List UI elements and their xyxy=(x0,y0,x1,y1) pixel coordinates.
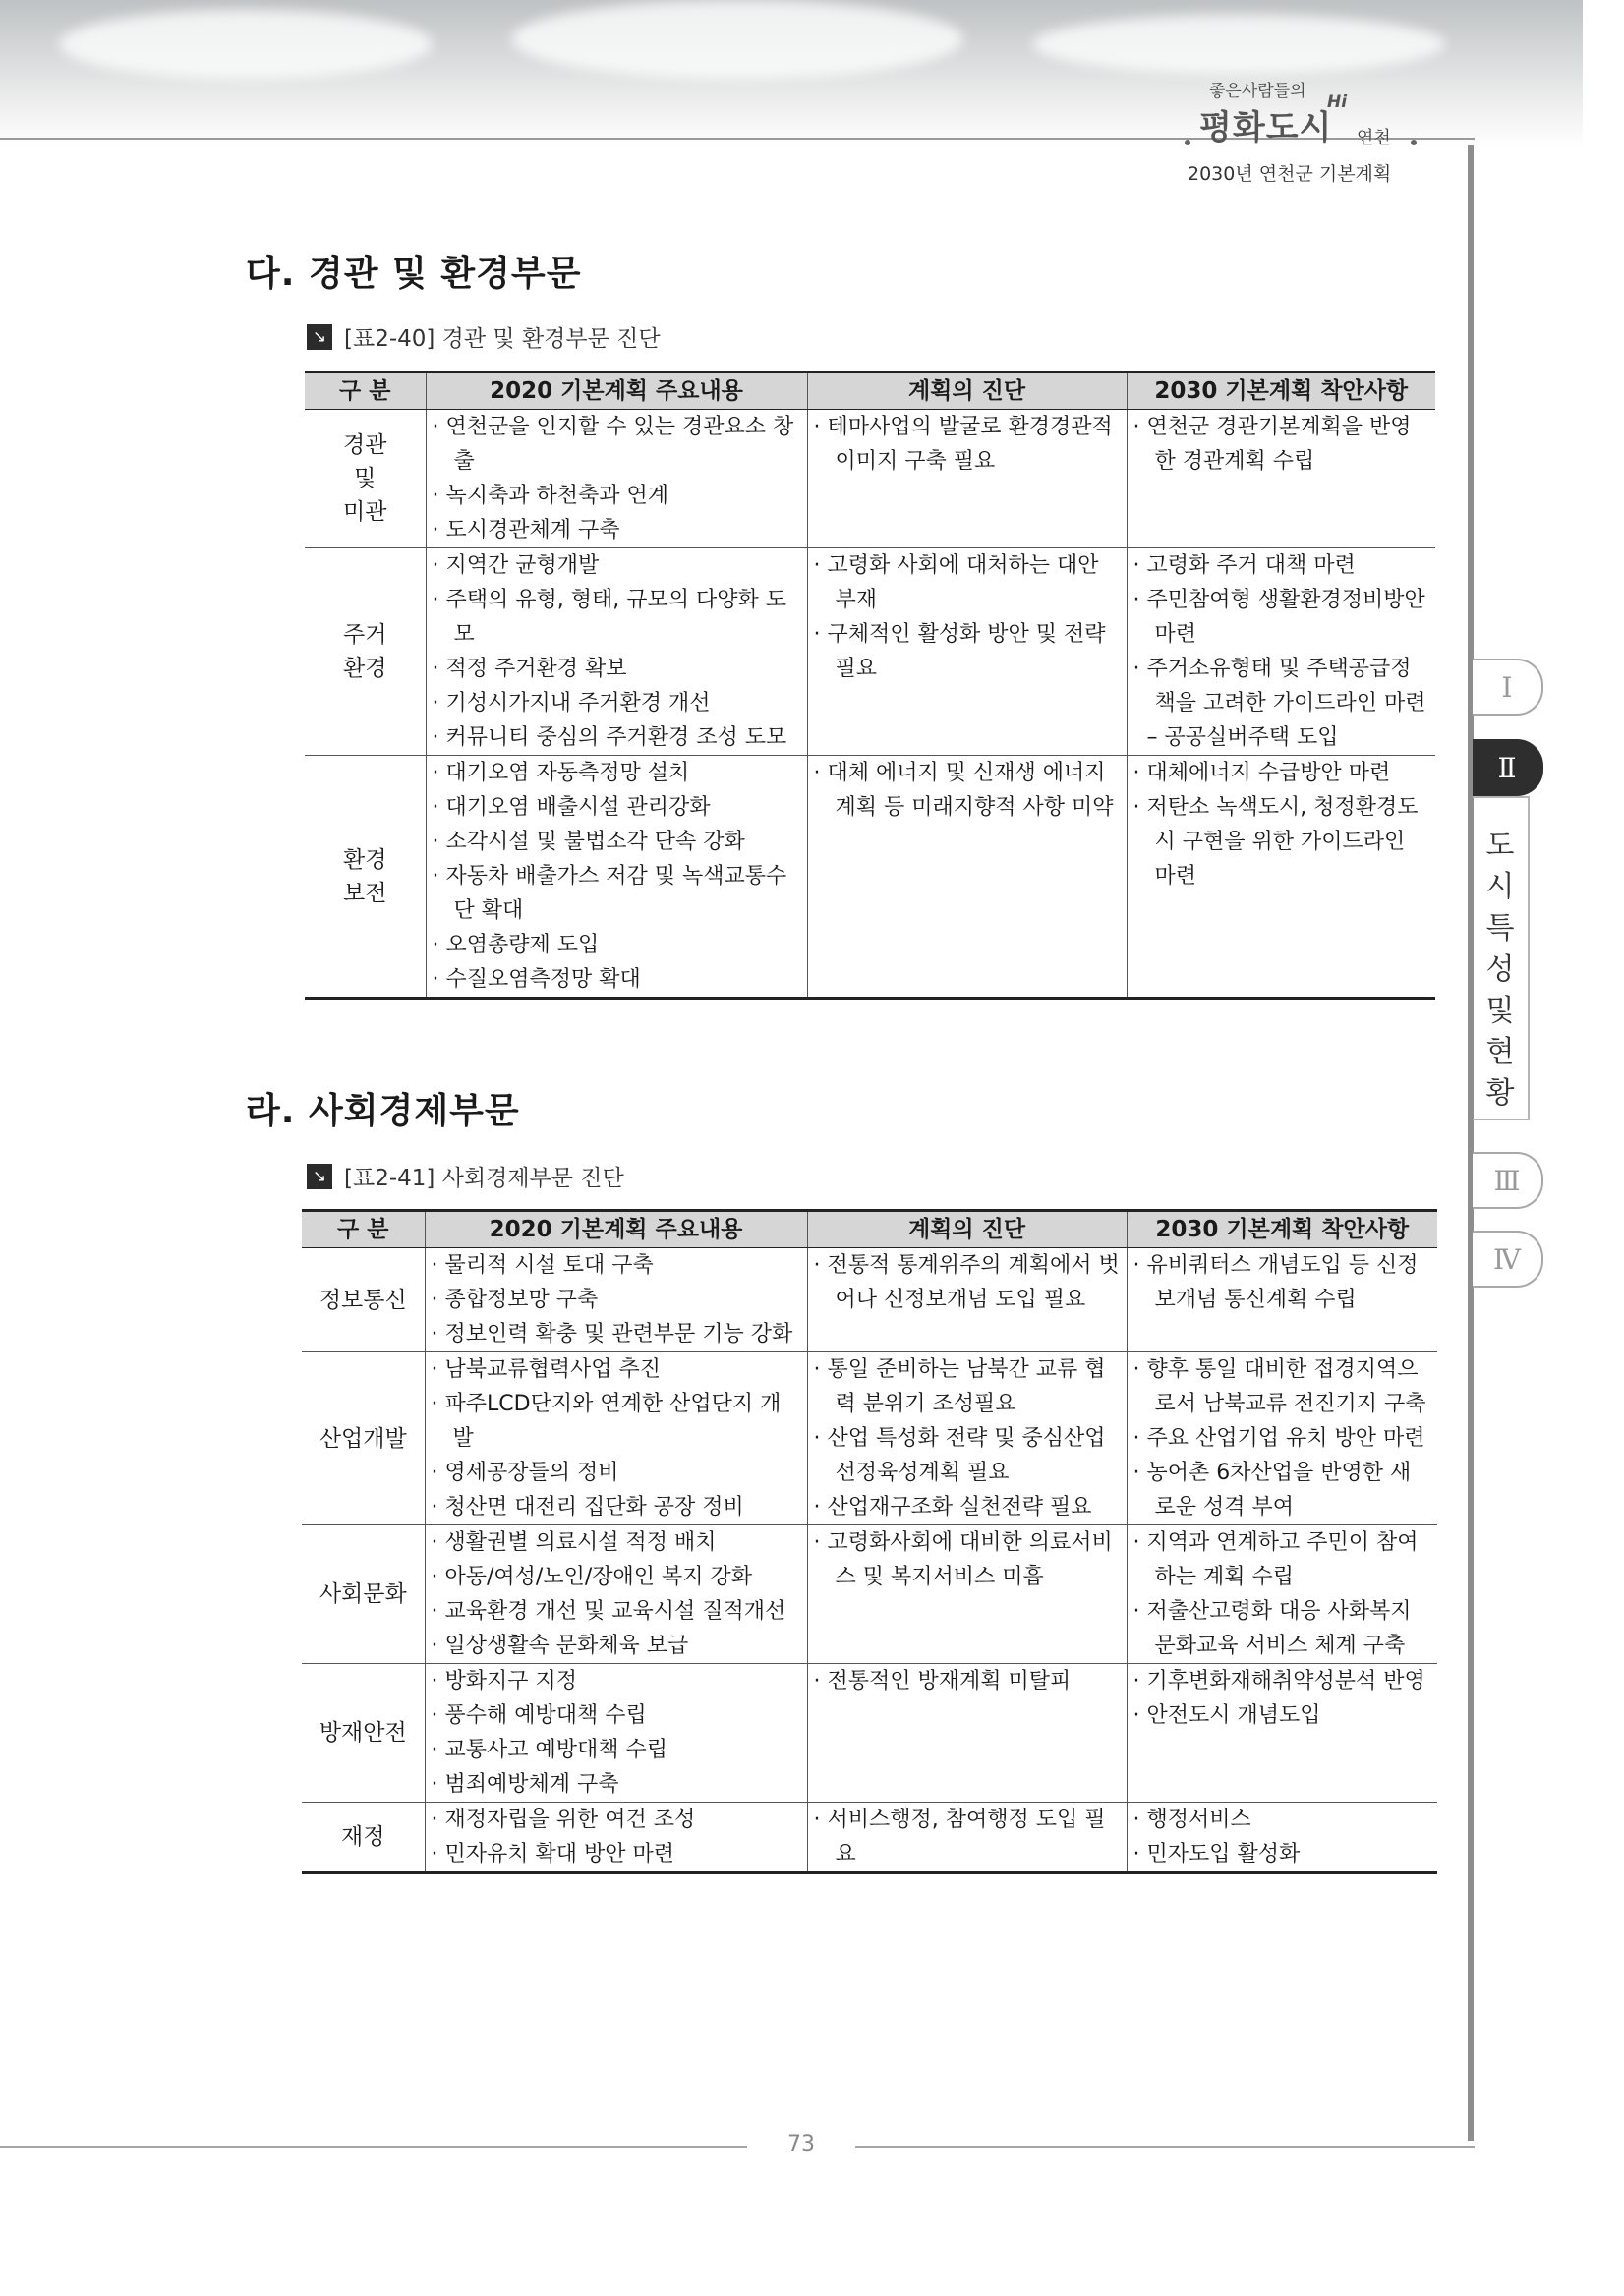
arrow-icon: ↘ xyxy=(307,324,332,350)
ideas-item: · 행정서비스 xyxy=(1133,1803,1432,1837)
table-row xyxy=(302,1803,1437,1873)
content-item: · 주택의 유형, 형태, 규모의 다양화 도모 xyxy=(433,583,801,652)
category-label: 산업개발 xyxy=(319,1425,407,1452)
content-item: · 재정자립을 위한 여건 조성 xyxy=(432,1803,801,1837)
ideas-item: · 향후 통일 대비한 접경지역으로서 남북교류 전진기지 구축 xyxy=(1133,1352,1432,1421)
ideas-item: · 유비쿼터스 개념도입 등 신정보개념 통신계획 수립 xyxy=(1133,1248,1432,1317)
content-item: · 대기오염 배출시설 관리강화 xyxy=(433,790,801,825)
content-item: · 정보인력 확충 및 관련부문 기능 강화 xyxy=(432,1317,801,1351)
content-item: · 종합정보망 구축 xyxy=(432,1283,801,1317)
diagnosis-item: · 구체적인 활성화 방안 및 전략 필요 xyxy=(814,617,1121,686)
page-edge xyxy=(1468,145,1474,2141)
category-label: 경관 xyxy=(343,432,387,458)
ideas-item: · 안전도시 개념도입 xyxy=(1133,1698,1432,1733)
ideas-item: · 기후변화재해취약성분석 반영 xyxy=(1133,1664,1432,1698)
diagnosis-cell xyxy=(807,1803,1127,1873)
diagnosis-item: · 고령화 사회에 대처하는 대안 부재 xyxy=(814,548,1121,617)
arrow-icon: ↘ xyxy=(307,1164,332,1189)
content-item: · 기성시가지내 주거환경 개선 xyxy=(433,686,801,720)
diagnosis-cell xyxy=(807,1352,1127,1525)
content-cell xyxy=(426,548,807,756)
section-title: 다. 경관 및 환경부문 xyxy=(246,254,582,294)
category-label: 및 xyxy=(354,466,377,491)
category-label: 사회문화 xyxy=(319,1581,407,1607)
content-item: · 적정 주거환경 확보 xyxy=(433,652,801,686)
category-cell xyxy=(302,1664,425,1803)
category-cell xyxy=(302,1525,425,1664)
diagnosis-item: · 전통적인 방재계획 미탈피 xyxy=(814,1664,1121,1698)
content-cell xyxy=(425,1664,807,1803)
column-header: 계획의 진단 xyxy=(807,373,1127,410)
column-header: 계획의 진단 xyxy=(807,1211,1127,1248)
column-header: 구 분 xyxy=(305,373,426,410)
ideas-item: · 주민참여형 생활환경정비방안 마련 xyxy=(1133,583,1430,652)
footer-rule xyxy=(855,2146,1475,2148)
diagnosis-item: · 테마사업의 발굴로 환경경관적 이미지 구축 필요 xyxy=(814,410,1121,479)
content-item: · 연천군을 인지할 수 있는 경관요소 창출 xyxy=(433,410,801,479)
table-row xyxy=(302,1664,1437,1803)
table-row xyxy=(302,1525,1437,1664)
column-header: 2030 기본계획 착안사항 xyxy=(1127,1211,1437,1248)
content-cell xyxy=(426,756,807,999)
ideas-cell xyxy=(1127,1248,1437,1352)
ideas-cell xyxy=(1127,410,1435,548)
category-label: 정보통신 xyxy=(319,1287,407,1313)
ideas-cell xyxy=(1127,756,1435,999)
category-label: 환경 xyxy=(343,846,387,873)
ideas-item: · 민자도입 활성화 xyxy=(1133,1837,1432,1871)
footer-rule xyxy=(0,2146,747,2148)
ideas-item: · 저출산고령화 대응 사화복지문화교육 서비스 체계 구축 xyxy=(1133,1594,1432,1663)
ideas-cell xyxy=(1127,1664,1437,1803)
diagnosis-item: · 산업재구조화 실천전략 필요 xyxy=(814,1490,1121,1524)
table-row xyxy=(302,1352,1437,1525)
tab-chapter-3[interactable]: Ⅲ xyxy=(1473,1152,1543,1209)
tab-chapter-2[interactable]: Ⅱ xyxy=(1473,739,1543,796)
category-cell xyxy=(305,410,426,548)
city-logo: 좋은사람들의 Hi 평화도시 연천 xyxy=(1185,69,1421,157)
category-cell xyxy=(302,1248,425,1352)
content-item: · 대기오염 자동측정망 설치 xyxy=(433,756,801,790)
ideas-item: · 고령화 주거 대책 마련 xyxy=(1133,548,1430,583)
content-item: · 남북교류협력사업 추진 xyxy=(432,1352,801,1387)
section-title: 라. 사회경제부문 xyxy=(246,1091,520,1131)
category-label: 방재안전 xyxy=(319,1720,407,1746)
diagnosis-cell xyxy=(807,1664,1127,1803)
category-label: 환경 xyxy=(343,656,387,681)
category-cell xyxy=(302,1352,425,1525)
content-cell xyxy=(426,410,807,548)
table-caption xyxy=(307,1160,624,1192)
content-item: · 교육환경 개선 및 교육시설 질적개선 xyxy=(432,1594,801,1629)
ideas-cell xyxy=(1127,1803,1437,1873)
page-number: 73 xyxy=(787,2132,815,2156)
ideas-item: · 대체에너지 수급방안 마련 xyxy=(1133,756,1430,790)
diagnosis-table xyxy=(302,1209,1437,1874)
document-subtitle: 2030년 연천군 기본계획 xyxy=(1188,163,1392,185)
content-item: · 범죄예방체계 구축 xyxy=(432,1767,801,1802)
content-item: · 도시경관체계 구축 xyxy=(433,513,801,547)
content-item: · 오염총량제 도입 xyxy=(433,928,801,962)
caption-text: [표2-41] 사회경제부문 진단 xyxy=(344,1166,624,1191)
column-header: 2020 기본계획 주요내용 xyxy=(425,1211,807,1248)
ideas-cell xyxy=(1127,1525,1437,1664)
category-label: 미관 xyxy=(343,499,387,525)
content-item: · 물리적 시설 토대 구축 xyxy=(432,1248,801,1283)
content-cell xyxy=(425,1803,807,1873)
diagnosis-item: · 통일 준비하는 남북간 교류 협력 분위기 조성필요 xyxy=(814,1352,1121,1421)
tab-chapter-4[interactable]: Ⅳ xyxy=(1473,1231,1543,1288)
content-item: · 수질오염측정망 확대 xyxy=(433,962,801,997)
diagnosis-item: · 서비스행정, 참여행정 도입 필요 xyxy=(814,1803,1121,1871)
content-item: · 영세공장들의 정비 xyxy=(432,1456,801,1490)
ideas-item: · 주거소유형태 및 주택공급정책을 고려한 가이드라인 마련 xyxy=(1133,652,1430,720)
content-item: · 풍수해 예방대책 수립 xyxy=(432,1698,801,1733)
content-item: · 교통사고 예방대책 수립 xyxy=(432,1733,801,1767)
tab-chapter-1[interactable]: Ⅰ xyxy=(1473,659,1543,716)
caption-text: [표2-40] 경관 및 환경부문 진단 xyxy=(344,326,661,352)
content-cell xyxy=(425,1248,807,1352)
category-label: 주거 xyxy=(343,622,387,648)
diagnosis-cell xyxy=(807,548,1127,756)
content-item: · 자동차 배출가스 저감 및 녹색교통수단 확대 xyxy=(433,859,801,928)
diagnosis-cell xyxy=(807,1248,1127,1352)
ideas-item: · 농어촌 6차산업을 반영한 새로운 성격 부여 xyxy=(1133,1456,1432,1524)
ideas-item: · 주요 산업기업 유치 방안 마련 xyxy=(1133,1421,1432,1456)
content-item: · 지역간 균형개발 xyxy=(433,548,801,583)
content-item: · 방화지구 지정 xyxy=(432,1664,801,1698)
content-item: · 소각시설 및 불법소각 단속 강화 xyxy=(433,825,801,859)
ideas-item: · 저탄소 녹색도시, 청정환경도시 구현을 위한 가이드라인 마련 xyxy=(1133,790,1430,893)
content-item: · 파주LCD단지와 연계한 산업단지 개발 xyxy=(432,1387,801,1456)
category-label: 재정 xyxy=(341,1824,385,1850)
column-header: 2020 기본계획 주요내용 xyxy=(426,373,807,410)
diagnosis-item: · 전통적 통계위주의 계획에서 벗어나 신정보개념 도입 필요 xyxy=(814,1248,1121,1317)
table-caption xyxy=(307,320,661,353)
content-item: · 녹지축과 하천축과 연계 xyxy=(433,479,801,513)
table-row xyxy=(305,756,1435,999)
category-cell xyxy=(302,1803,425,1873)
diagnosis-cell xyxy=(807,1525,1127,1664)
chapter-label: 도 시 특 성 및 현 황 xyxy=(1473,796,1530,1120)
content-item: · 청산면 대전리 집단화 공장 정비 xyxy=(432,1490,801,1524)
column-header: 구 분 xyxy=(302,1211,425,1248)
ideas-item: · 지역과 연계하고 주민이 참여하는 계획 수립 xyxy=(1133,1525,1432,1594)
ideas-cell xyxy=(1127,548,1435,756)
diagnosis-item: · 대체 에너지 및 신재생 에너지 계획 등 미래지향적 사항 미약 xyxy=(814,756,1121,825)
content-item: · 일상생활속 문화체육 보급 xyxy=(432,1629,801,1663)
diagnosis-cell xyxy=(807,756,1127,999)
content-item: · 민자유치 확대 방안 마련 xyxy=(432,1837,801,1871)
content-cell xyxy=(425,1525,807,1664)
ideas-item: · 연천군 경관기본계획을 반영한 경관계획 수립 xyxy=(1133,410,1430,479)
diagnosis-item: · 산업 특성화 전략 및 중심산업 선정육성계획 필요 xyxy=(814,1421,1121,1490)
table-row xyxy=(305,410,1435,548)
column-header: 2030 기본계획 착안사항 xyxy=(1127,373,1435,410)
ideas-cell xyxy=(1127,1352,1437,1525)
diagnosis-item: · 고령화사회에 대비한 의료서비스 및 복지서비스 미흡 xyxy=(814,1525,1121,1594)
category-cell xyxy=(305,548,426,756)
category-label: 보전 xyxy=(343,880,387,906)
diagnosis-table xyxy=(305,371,1435,1000)
table-row xyxy=(305,548,1435,756)
content-item: · 커뮤니티 중심의 주거환경 조성 도모 xyxy=(433,720,801,755)
ideas-subitem: – 공공실버주택 도입 xyxy=(1146,725,1339,750)
diagnosis-cell xyxy=(807,410,1127,548)
table-row xyxy=(302,1248,1437,1352)
content-item: · 생활권별 의료시설 적정 배치 xyxy=(432,1525,801,1560)
category-cell xyxy=(305,756,426,999)
content-cell xyxy=(425,1352,807,1525)
content-item: · 아동/여성/노인/장애인 복지 강화 xyxy=(432,1560,801,1594)
